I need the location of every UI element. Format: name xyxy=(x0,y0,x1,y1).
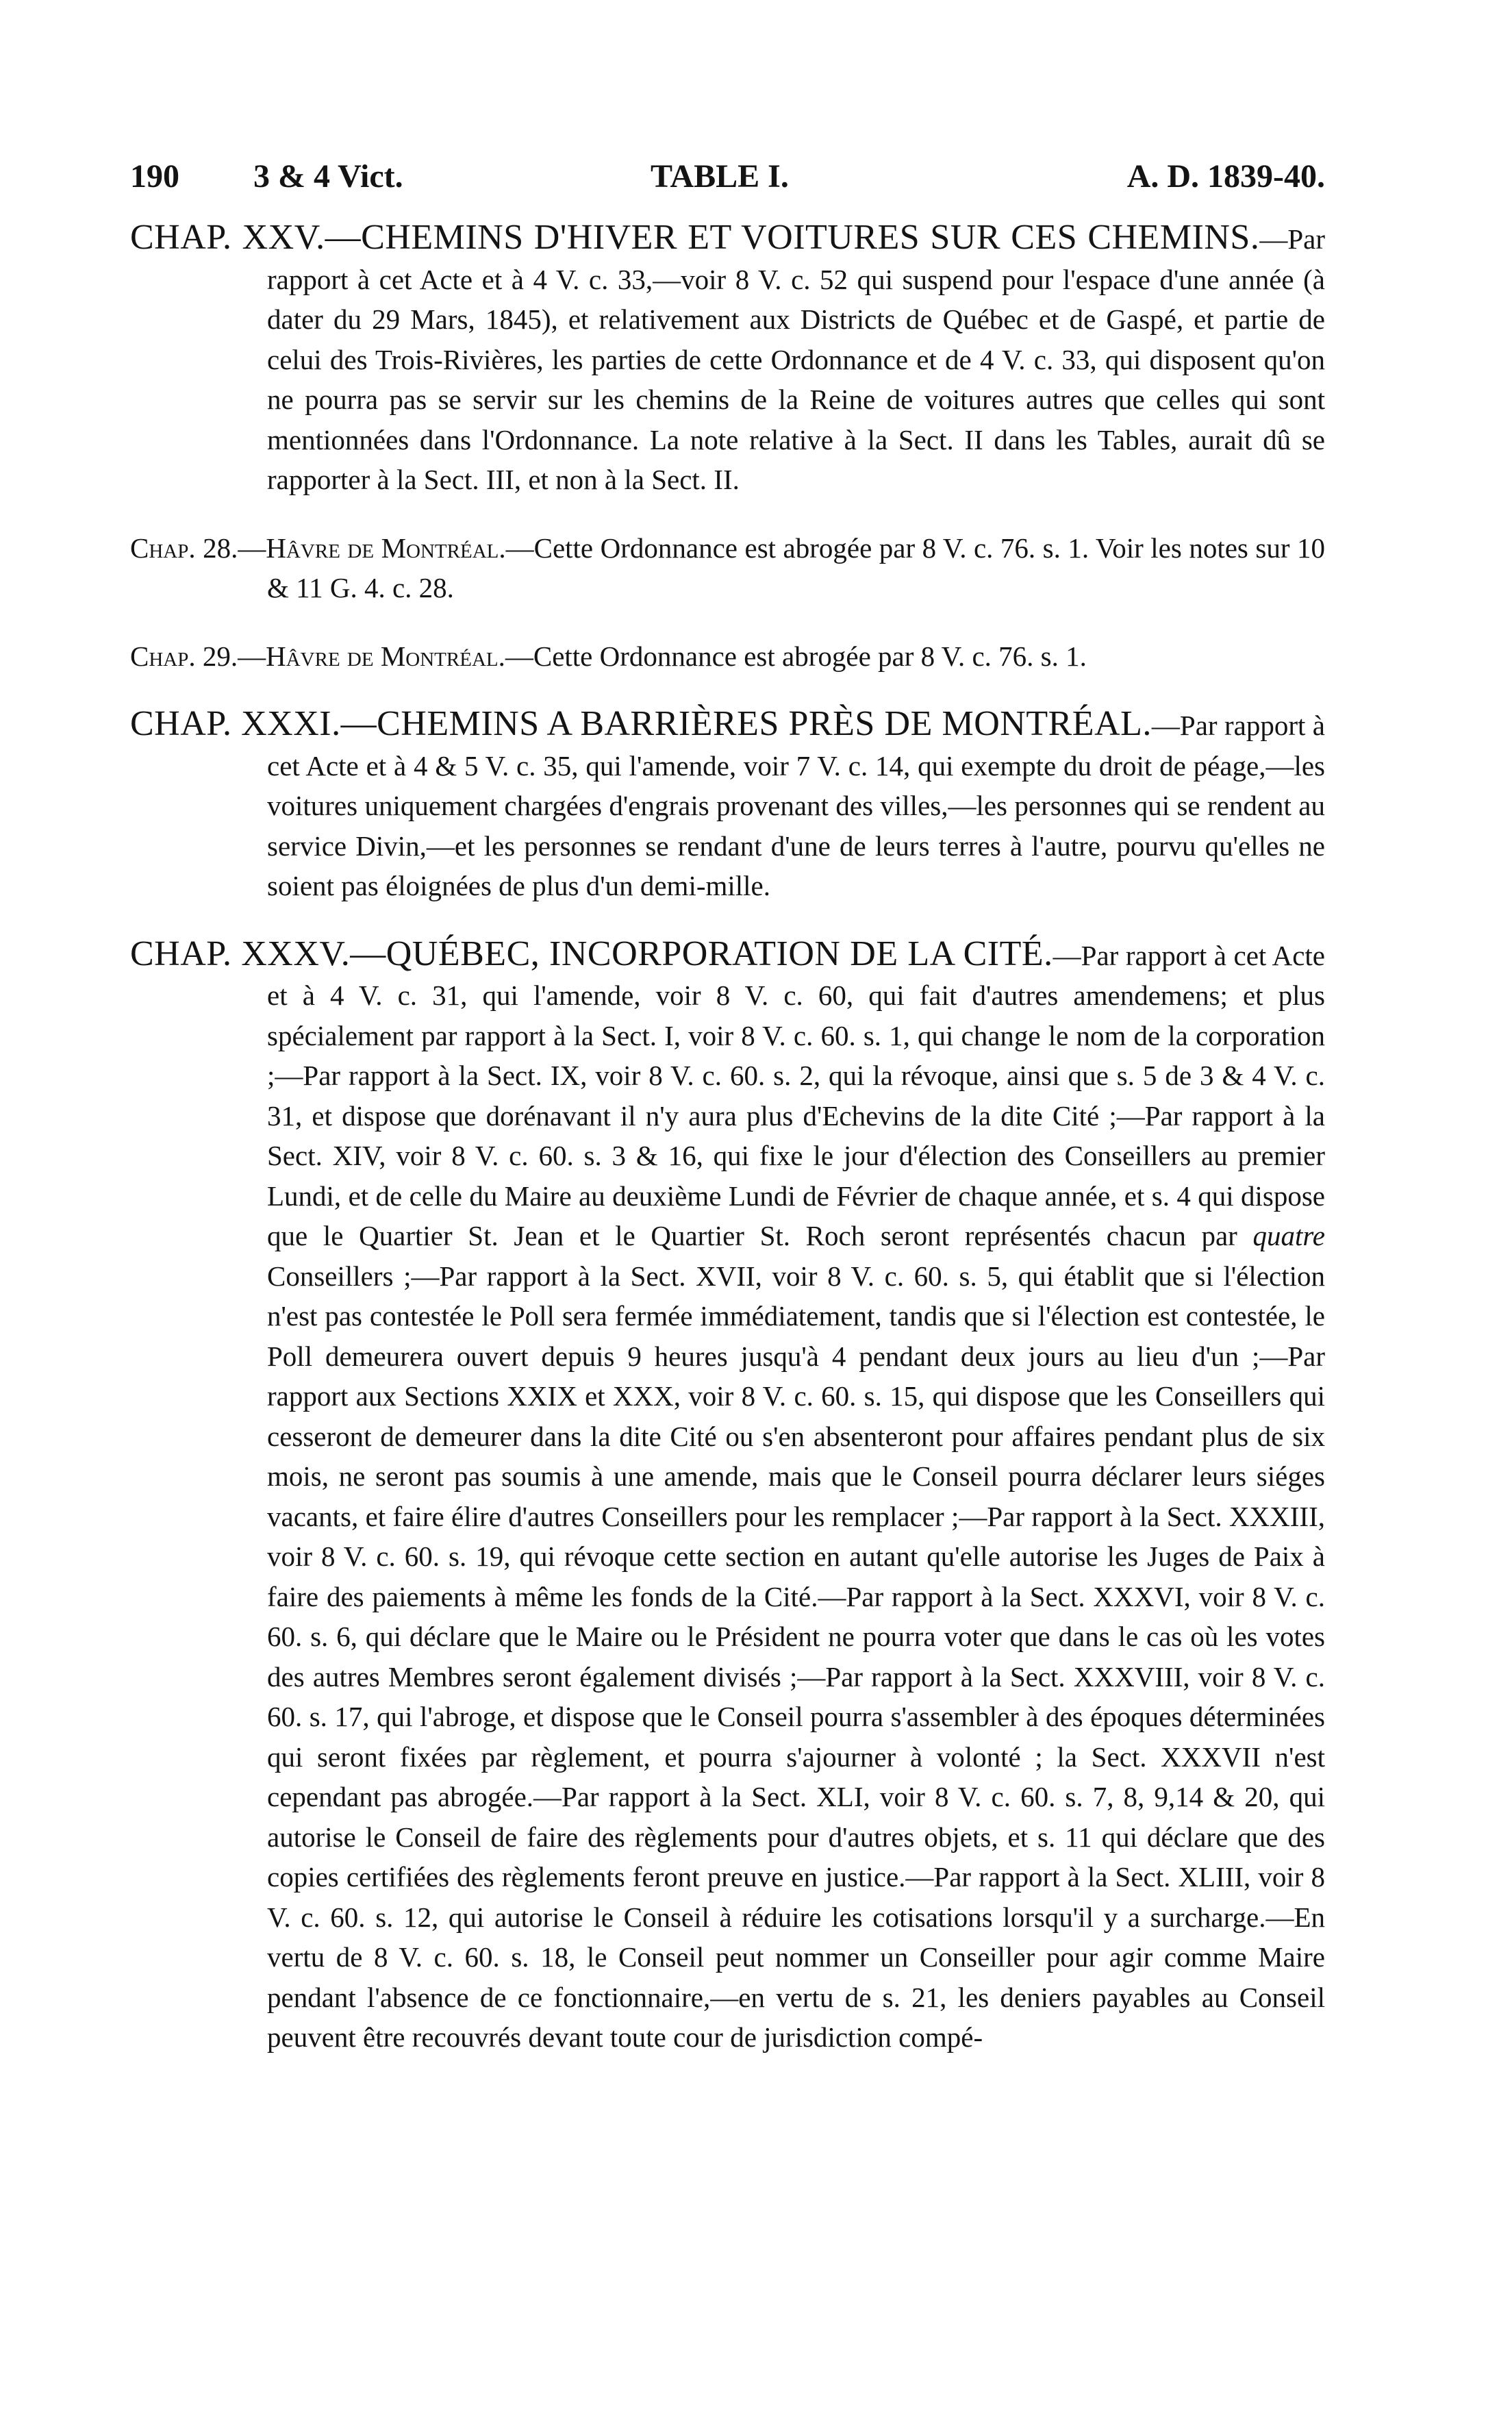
act-reference: 3 & 4 Vict. xyxy=(253,158,403,195)
chapter-number: Chap. 29. xyxy=(130,640,238,672)
entry-chap-28 xyxy=(130,528,1325,608)
entry-chap-xxxv xyxy=(130,934,1325,2058)
chapter-title: —CHEMINS A BARRIÈRES PRÈS DE MONTRÉAL. xyxy=(340,704,1152,743)
chapter-body: —Cette Ordonnance est abrogée par 8 V. c. 76. s. 1. Voir les notes sur 10 & 11 G. 4. c. 28. xyxy=(267,532,1325,603)
chapter-body: —Par rapport à cet Acte et à 4 V. c. 31, qui l'amende, voir 8 V. c. 60, qui fait d'autres amendemens; et plus spécialement par rapport à la Sect. I, voir 8 V. c. 60. s. 1, qui change le nom de la corporation ;—Par rapport à la Sect. IX, voir 8 V. c. 60. s. 2, qui la révoque, ainsi que s. 5 de 3 & 4 V. c. 31, et dispose que dorénavant il n'y aura plus d'Echevins de la dite Cité ;—Par rapport à la Sect. XIV, voir 8 V. c. 60. s. 3 & 16, qui fixe le jour d'élection des Conseillers au premier Lundi, et de celle du Maire au deuxième Lundi de Février de chaque année, et s. 4 qui dispose que le Quartier St. Jean et le Quartier St. Roch seront représentés chacun par xyxy=(267,939,1326,1251)
italic-word: quatre xyxy=(1252,1220,1325,1251)
chapter-number: Chap. 28. xyxy=(130,532,238,564)
table-title: TABLE I. xyxy=(651,158,789,195)
chapter-title: —CHEMINS D'HIVER ET VOITURES SUR CES CHEMINS. xyxy=(325,218,1260,257)
chapter-number: CHAP. XXXI. xyxy=(130,704,341,743)
chapter-title: —QUÉBEC, INCORPORATION DE LA CITÉ. xyxy=(350,934,1053,973)
page-number: 190 xyxy=(130,158,179,195)
chapter-number: CHAP. XXV. xyxy=(130,218,325,257)
chapter-body: —Par rapport à cet Acte et à 4 V. c. 33,—voir 8 V. c. 52 qui suspend pour l'espace d'une année (à dater du 29 Mars, 1845), et relativement aux Districts de Québec et de Gaspé, et partie de celui des Trois-Rivières, les parties de cette Ordonnance et de 4 V. c. 33, qui disposent qu'on ne pourra pas se servir sur les chemins de la Reine de voitures autres que celles qui sont mentionnées dans l'Ordonnance. La note relative à la Sect. II dans les Tables, aurait dû se rapporter à la Sect. III, et non à la Sect. II. xyxy=(267,223,1325,495)
document-page xyxy=(130,137,1325,2363)
chapter-title: —Hâvre de Montréal. xyxy=(238,640,505,672)
chapter-title: —Hâvre de Montréal. xyxy=(238,532,506,564)
year-range: A. D. 1839-40. xyxy=(1126,158,1325,195)
chapter-body-continued: Conseillers ;—Par rapport à la Sect. XVII, voir 8 V. c. 60. s. 5, qui établit que si l'élection n'est pas contestée le Poll sera fermée immédiatement, tandis que si l'élection est contestée, le Poll demeurera ouvert depuis 9 heures jusqu'à 4 pendant deux jours au lieu d'un ;—Par rapport aux Sections XXIX et XXX, voir 8 V. c. 60. s. 15, qui dispose que les Conseillers qui cesseront de demeurer dans la dite Cité ou s'en absenteront pour affaires pendant plus de six mois, ne seront pas soumis à une amende, mais que le Conseil pourra déclarer leurs siéges vacants, et faire élire d'autres Conseillers pour les remplacer ;—Par rapport à la Sect. XXXIII, voir 8 V. c. 60. s. 19, qui révoque cette section en autant qu'elle autorise les Juges de Paix à faire des paiements à même les fonds de la Cité.—Par rapport à la Sect. XXXVI, voir 8 V. c. 60. s. 6, qui déclare que le Maire ou le Président ne pourra voter que dans le cas où les votes des autres Membres seront également divisés ;—Par rapport à la Sect. XXXVIII, voir 8 V. c. 60. s. 17, qui l'abroge, et dispose que le Conseil pourra s'assembler à des époques déterminées qui seront fixées par règlement, et pourra s'ajourner à volonté ; la Sect. XXXVII n'est cependant pas abrogée.—Par rapport à la Sect. XLI, voir 8 V. c. 60. s. 7, 8, 9,14 & 20, qui autorise le Conseil de faire des règlements pour d'autres objets, et s. 11 qui déclare que des copies certifiées des règlements feront preuve en justice.—Par rapport à la Sect. XLIII, voir 8 V. c. 60. s. 12, qui autorise le Conseil à réduire les cotisations lorsqu'il y a surcharge.—En vertu de 8 V. c. 60. s. 18, le Conseil peut nommer un Conseiller pour agir comme Maire pendant l'absence de ce fonctionnaire,—en vertu de s. 21, les deniers payables au Conseil peuvent être recouvrés devant toute cour de jurisdiction compé- xyxy=(267,1260,1325,2053)
entry-chap-xxv xyxy=(130,218,1325,500)
chapter-body: —Par rapport à cet Acte et à 4 & 5 V. c. 35, qui l'amende, voir 7 V. c. 14, qui exempte du droit de péage,—les voitures uniquement chargées d'engrais provenant des villes,—les personnes qui se rendent au service Divin,—et les personnes se rendant d'une de leurs terres à l'autre, pourvu qu'elles ne soient pas éloignées de plus d'un demi-mille. xyxy=(267,710,1326,901)
chapter-body: —Cette Ordonnance est abrogée par 8 V. c. 76. s. 1. xyxy=(505,640,1087,672)
chapter-number: CHAP. XXXV. xyxy=(130,934,351,973)
running-header xyxy=(130,137,1325,195)
entry-chap-xxxi xyxy=(130,704,1325,906)
entry-chap-29 xyxy=(130,636,1325,677)
